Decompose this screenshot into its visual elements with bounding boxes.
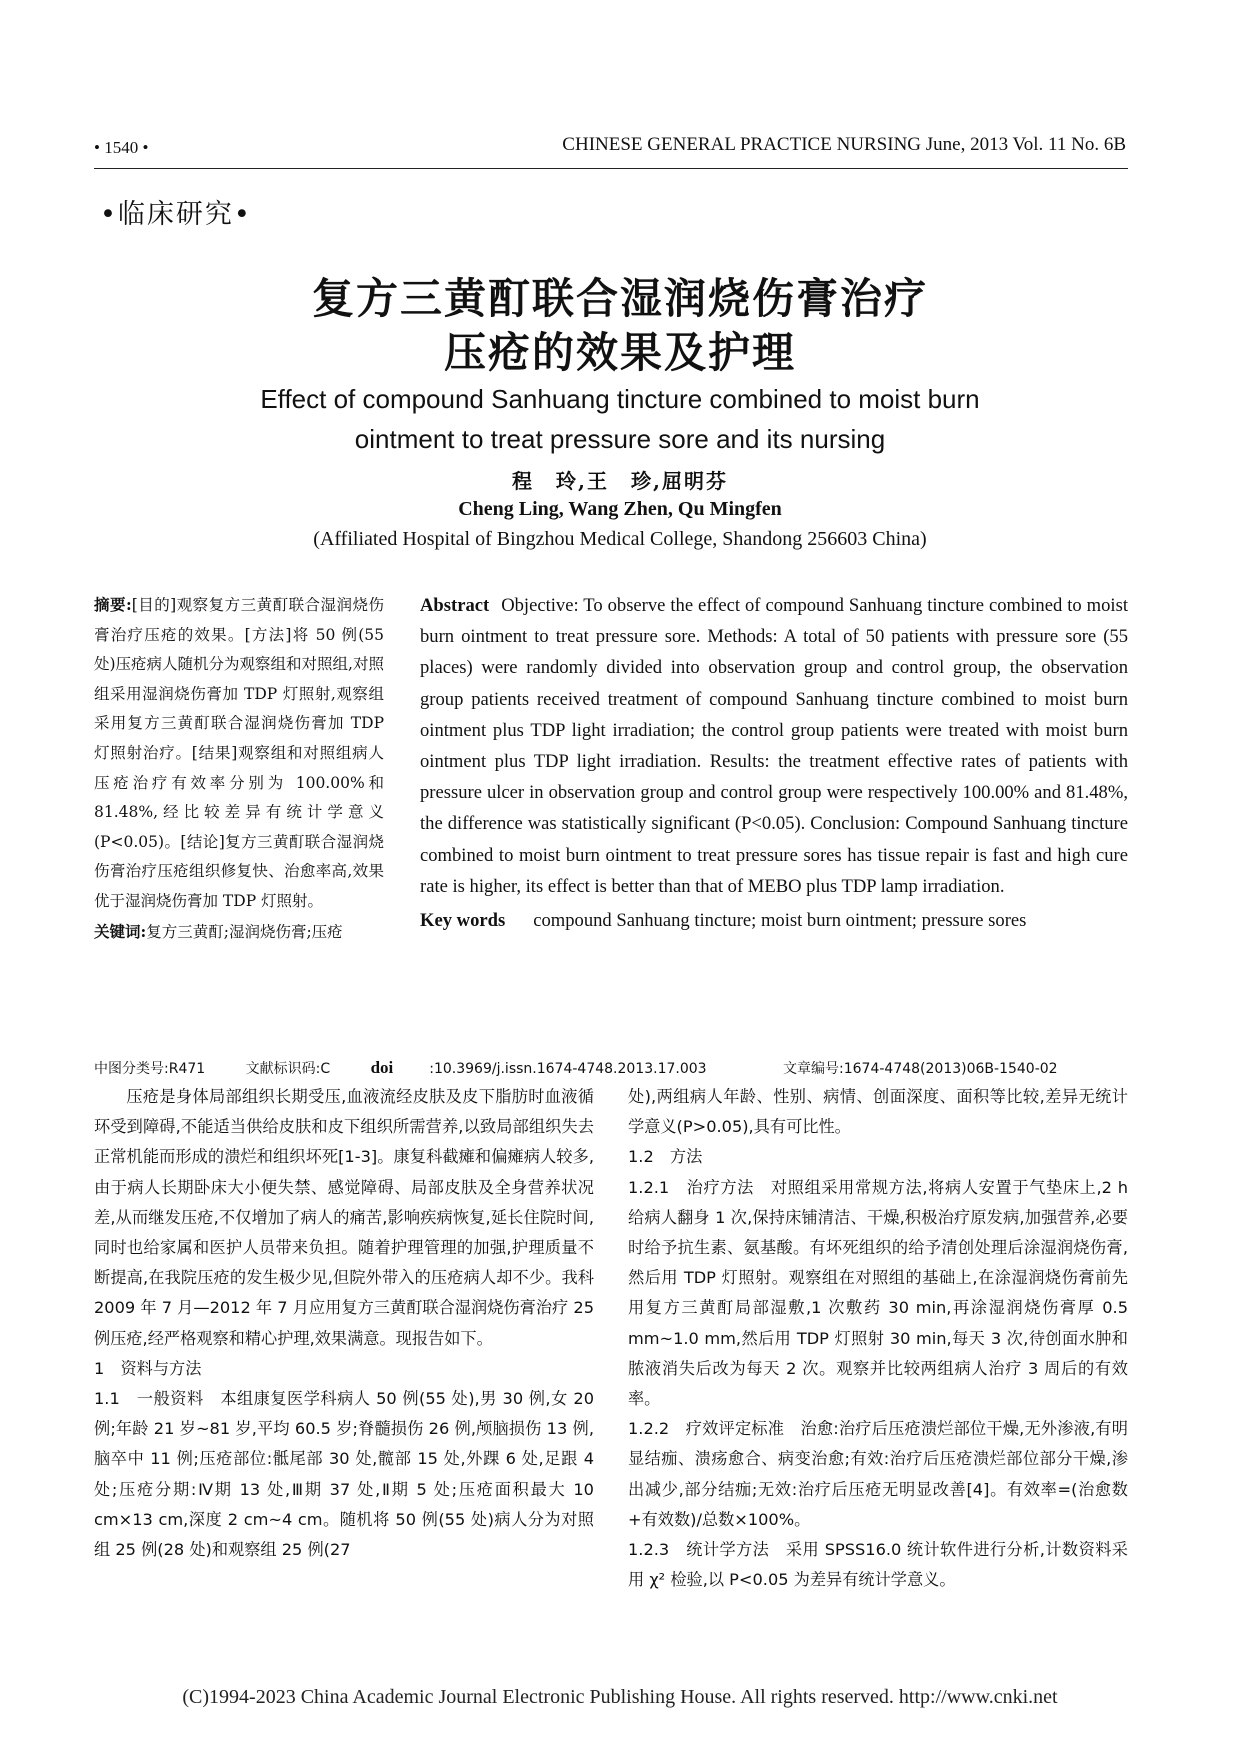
article-number: 文章编号:1674-4748(2013)06B-1540-02 bbox=[783, 1061, 1058, 1077]
authors-cn: 程 玲,王 珍,屈明芬 bbox=[512, 469, 728, 493]
abstract-cn-text: [目的]观察复方三黄酊联合湿润烧伤膏治疗压疮的效果。[方法]将 50 例(55 处)压疮病人随机分为观察组和对照组,对照组采用湿润烧伤膏加 TDP 灯照射,观察组采用复方三黄酊联合湿润烧伤膏加 TDP 灯照射治疗。[结果]观察组和对照组病人压疮治疗有效率分别为 100.00%和 81.48%,经比较差异有统计学意义(P<0.05)。[结论]复方三黄酊联合湿润烧伤膏治疗压疮组织修复快、治愈率高,效果优于湿润烧伤膏加 TDP 灯照射。 bbox=[94, 596, 384, 910]
title-cn-line-2: 压疮的效果及护理 bbox=[443, 328, 796, 377]
page-number: • 1540 • bbox=[94, 138, 149, 157]
keywords-en-text: compound Sanhuang tincture; moist burn ointment; pressure sores bbox=[533, 910, 1027, 932]
affiliation: (Affiliated Hospital of Bingzhou Medical College, Shandong 256603 China) bbox=[313, 528, 927, 550]
abstract-en-text: Objective: To observe the effect of compound Sanhuang tincture combined to moist burn ointment to treat pressure sore. Methods: A total of 50 patients with pressure sore (55 places) were randomly divided into observation group and control group, the observation group patients received treatment of compound Sanhuang tincture combined to moist burn ointment plus TDP light irradiation; the control group patients were treated with moist burn ointment plus TDP light irradiation. Results: the treatment effective rates of patients with pressure ulcer in observation group and control group were respectively 100.00% and 81.48%, the difference was statistically significant (P<0.05). Conclusion: Compound Sanhuang tincture combined to moist burn ointment to treat pressure sores has tissue repair is fast and high cure rate is higher, its effect is better than that of MEBO plus TDP lamp irradiation. bbox=[420, 595, 1128, 897]
body-paragraph: 1.1 一般资料 本组康复医学科病人 50 例(55 处),男 30 例,女 20 例;年龄 21 岁~81 岁,平均 60.5 岁;脊髓损伤 26 例,颅脑损伤 13 例,脑卒中 11 例;压疮部位:骶尾部 30 处,髋部 15 处,外踝 6 处,足跟 4 处;压疮分期:Ⅳ期 13 处,Ⅲ期 37 处,Ⅱ期 5 处;压疮面积最大 10 cm×13 cm,深度 2 cm~4 cm。随机将 50 例(55 处)病人分为对照组 25 例(28 处)和观察组 25 例(27 bbox=[94, 1389, 594, 1560]
body-paragraph: 1.2.1 治疗方法 对照组采用常规方法,将病人安置于气垫床上,2 h 给病人翻身 1 次,保持床铺清洁、干燥,积极治疗原发病,加强营养,必要时给予抗生素、氨基酸。有坏死组织的给予清创处理后涂湿润烧伤膏,然后用 TDP 灯照射。观察组在对照组的基础上,在涂湿润烧伤膏前先用复方三黄酊局部湿敷,1 次敷药 30 min,再涂湿润烧伤膏厚 0.5 mm~1.0 mm,然后用 TDP 灯照射 30 min,每天 3 次,待创面水肿和脓液消失后改为每天 2 次。观察并比较两组病人治疗 3 周后的有效率。 bbox=[628, 1177, 1128, 1409]
keywords-en bbox=[420, 905, 1128, 936]
article-meta bbox=[94, 1058, 1128, 1078]
copyright-footer: (C)1994-2023 China Academic Journal Electronic Publishing House. All rights reserved. http://www.cnki.net bbox=[182, 1686, 1058, 1708]
body-column-left bbox=[94, 1082, 594, 1565]
keywords-en-label: Key words bbox=[420, 910, 506, 932]
abstract-en-label: Abstract bbox=[420, 595, 490, 616]
title-cn-line-1: 复方三黄酊联合湿润烧伤膏治疗 bbox=[311, 274, 928, 323]
title-en-line-2: ointment to treat pressure sore and its nursing bbox=[354, 424, 886, 454]
section-tag: •临床研究• bbox=[100, 199, 252, 230]
body-paragraph: 1.2.2 疗效评定标准 治愈:治疗后压疮溃烂部位干燥,无外渗液,有明显结痂、溃疡愈合、病变治愈;有效:治疗后压疮溃烂部位部分干燥,渗出减少,部分结痂;无效:治疗后压疮无明显改善[4]。有效率=(治愈数+有效数)/总数×100%。 bbox=[628, 1419, 1128, 1529]
title-en-line-1: Effect of compound Sanhuang tincture combined to moist burn bbox=[260, 384, 980, 414]
section-heading: 1.2 方法 bbox=[628, 1147, 703, 1167]
abstract-cn-label: 摘要: bbox=[94, 595, 132, 614]
document-code: 文献标识码:C bbox=[245, 1061, 331, 1077]
journal-header: CHINESE GENERAL PRACTICE NURSING June, 2013 Vol. 11 No. 6B bbox=[562, 134, 1126, 155]
doi-label: doi bbox=[370, 1058, 394, 1077]
clc-number: 中图分类号:R471 bbox=[94, 1061, 206, 1077]
abstract-cn bbox=[94, 590, 384, 947]
header-rule bbox=[94, 168, 1128, 169]
doi-value: :10.3969/j.issn.1674-4748.2013.17.003 bbox=[429, 1061, 707, 1077]
authors-en: Cheng Ling, Wang Zhen, Qu Mingfen bbox=[458, 498, 782, 520]
keywords-cn bbox=[94, 917, 384, 948]
body-paragraph: 压疮是身体局部组织长期受压,血液流经皮肤及皮下脂肪时血液循环受到障碍,不能适当供给皮肤和皮下组织所需营养,以致局部组织失去正常机能而形成的溃烂和组织坏死[1-3]。康复科截瘫和偏瘫病人较多,由于病人长期卧床大小便失禁、感觉障碍、局部皮肤及全身营养状况差,从而继发压疮,不仅增加了病人的痛苦,影响疾病恢复,延长住院时间,同时也给家属和医护人员带来负担。随着护理管理的加强,护理质量不断提高,在我院压疮的发生极少见,但院外带入的压疮病人却不少。我科 2009 年 7 月—2012 年 7 月应用复方三黄酊联合湿润烧伤膏治疗 25 例压疮,经严格观察和精心护理,效果满意。现报告如下。 bbox=[94, 1087, 594, 1348]
body-paragraph: 1.2.3 统计学方法 采用 SPSS16.0 统计软件进行分析,计数资料采用 χ² 检验,以 P<0.05 为差异有统计学意义。 bbox=[628, 1540, 1128, 1590]
keywords-cn-label: 关键词: bbox=[94, 921, 147, 941]
body-column-right bbox=[628, 1082, 1128, 1595]
keywords-cn-text: 复方三黄酊;湿润烧伤膏;压疮 bbox=[146, 922, 343, 941]
body-paragraph: 处),两组病人年龄、性别、病情、创面深度、面积等比较,差异无统计学意义(P>0.05),具有可比性。 bbox=[628, 1087, 1128, 1137]
abstract-en bbox=[420, 590, 1128, 936]
section-heading: 1 资料与方法 bbox=[94, 1358, 202, 1378]
